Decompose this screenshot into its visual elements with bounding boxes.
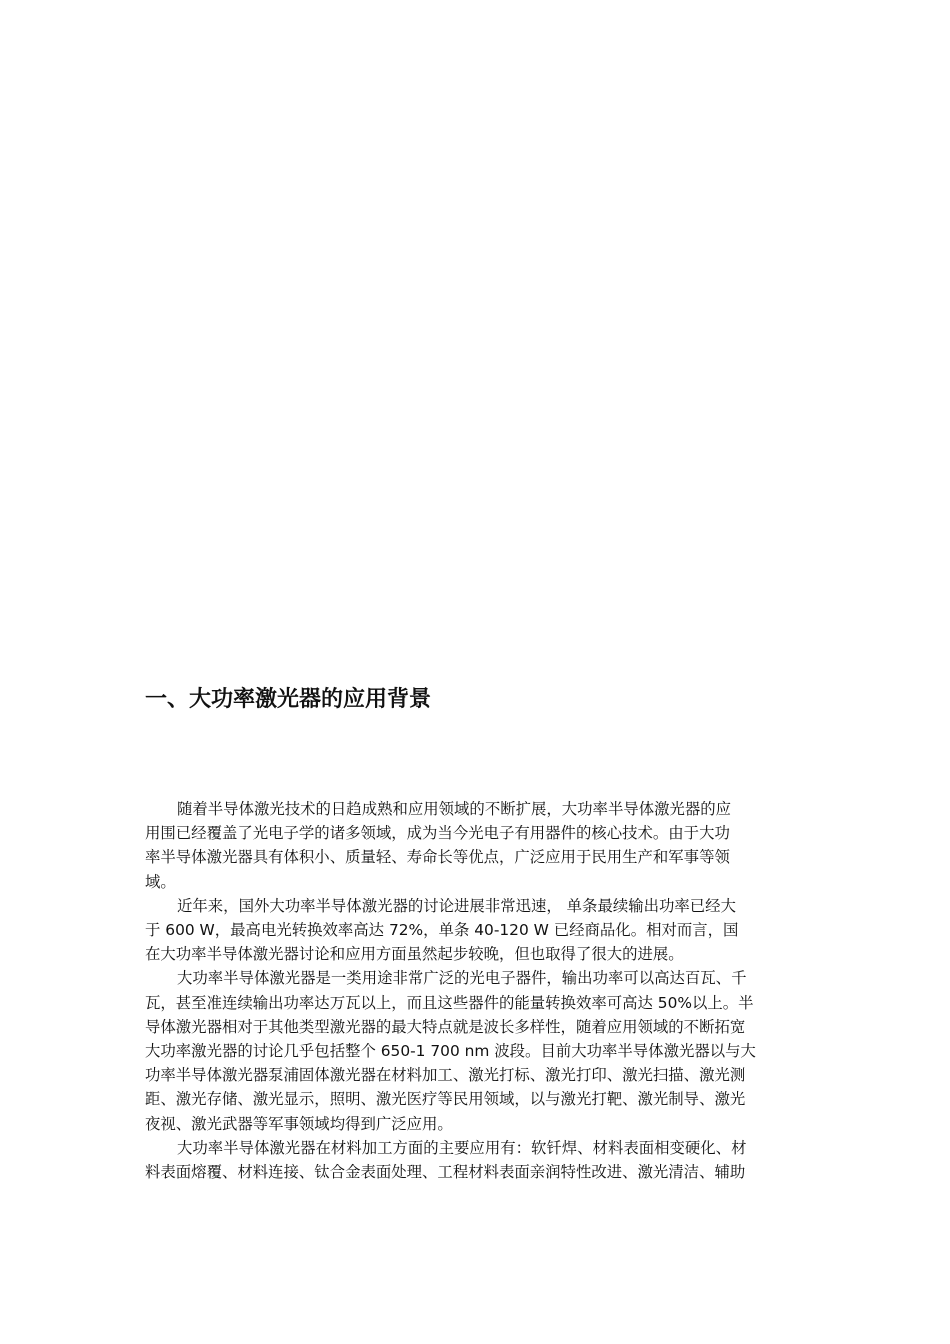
section-heading: 一、大功率激光器的应用背景 [145,687,432,712]
text-line: 导体激光器相对于其他类型激光器的最大特点就是波长多样性，随着应用领域的不断拓宽 [145,1017,746,1036]
text-line: 域。 [145,872,176,891]
text-line: 于 600 W，最高电光转换效率高达 72%，单条 40-120 W 已经商品化。相对而言，国 [145,921,739,940]
paragraph-3 [145,966,809,1135]
paragraph-2 [145,894,809,967]
text-line: 大功率激光器的讨论几乎包括整个 650-1 700 nm 波段。目前大功率半导体激光器以与大 [145,1042,756,1061]
body-text [145,797,809,1184]
paragraph-1 [145,797,809,894]
text-line: 大功率半导体激光器是一类用途非常广泛的光电子器件，输出功率可以高达百瓦、千 [177,969,747,988]
text-line: 料表面熔覆、材料连接、钛合金表面处理、工程材料表面亲润特性改进、激光清洁、辅助 [145,1163,746,1182]
text-line: 近年来，国外大功率半导体激光器的讨论进展非常迅速， 单条最续输出功率已经大 [177,896,736,915]
text-line: 功率半导体激光器泵浦固体激光器在材料加工、激光打标、激光打印、激光扫描、激光测 [145,1066,746,1085]
text-line: 距、激光存储、激光显示，照明、激光医疗等民用领域，以与激光打靶、激光制导、激光 [145,1090,746,1109]
text-line: 随着半导体激光技术的日趋成熟和应用领域的不断扩展，大功率半导体激光器的应 [177,800,732,818]
text-line: 用围已经覆盖了光电子学的诸多领域，成为当今光电子有用器件的核心技术。由于大功 [145,824,730,843]
text-line: 大功率半导体激光器在材料加工方面的主要应用有：软钎焊、材料表面相变硬化、材 [177,1138,747,1157]
paragraph-4 [145,1136,809,1184]
text-line: 瓦，甚至准连续输出功率达万瓦以上，而且这些器件的能量转换效率可高达 50%以上。半 [145,993,754,1012]
text-line: 率半导体激光器具有体积小、质量轻、寿命长等优点，广泛应用于民用生产和军事等领 [145,848,730,867]
text-line: 在大功率半导体激光器讨论和应用方面虽然起步较晚，但也取得了很大的进展。 [145,945,684,964]
text-line: 夜视、激光武器等军事领域均得到广泛应用。 [145,1114,453,1133]
